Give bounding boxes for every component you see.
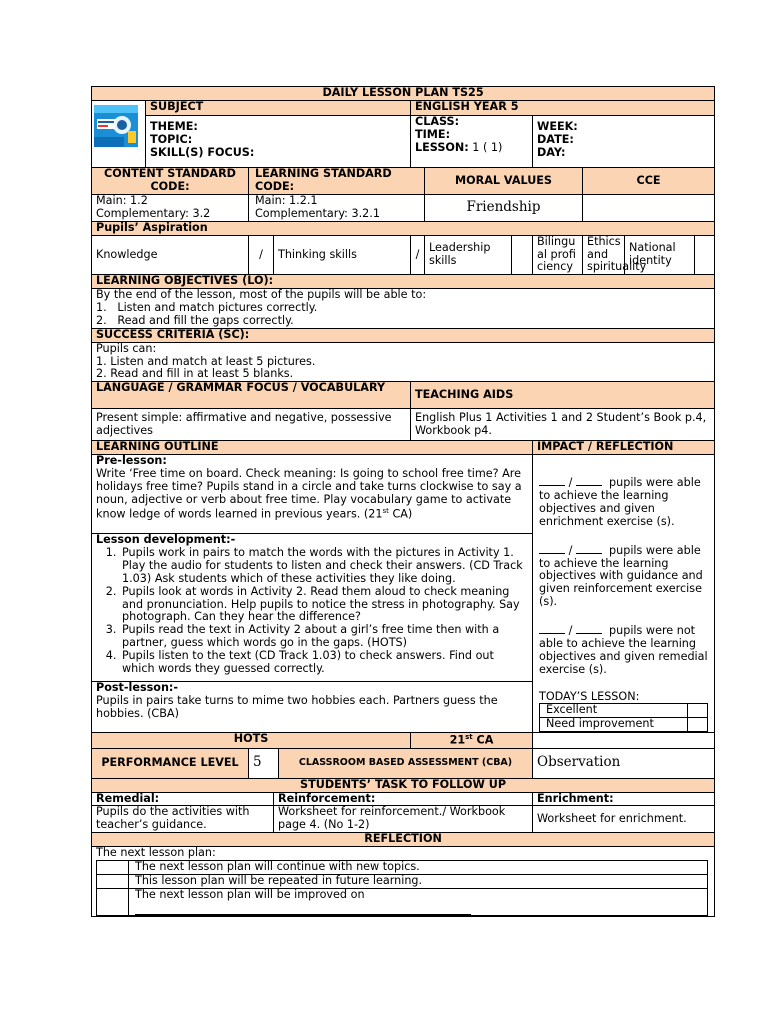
enrichment-value: Worksheet for enrichment. (533, 806, 715, 833)
language-focus-value: Present simple: affirmative and negative, possessive adjectives (92, 409, 411, 441)
day-label: DAY: (537, 145, 566, 159)
impact-reflection-label: IMPACT / REFLECTION (533, 441, 715, 455)
performance-level-label: PERFORMANCE LEVEL (92, 748, 249, 778)
content-main: Main: 1.2 (96, 194, 148, 207)
topic-label: TOPIC: (150, 132, 193, 146)
reflection-checkbox[interactable] (97, 888, 129, 915)
objectives-intro: By the end of the lesson, most of the pupils will be able to: (96, 288, 427, 302)
week-label: WEEK: (537, 120, 578, 133)
objective-item: 1. Listen and match pictures correctly. (96, 301, 318, 314)
cba-value: Observation (533, 748, 715, 778)
improvement-blank-line[interactable] (135, 905, 471, 915)
aspiration-knowledge-mark: / (249, 235, 274, 275)
moral-values-label: MORAL VALUES (425, 168, 583, 195)
content-standard-label: CONTENT STANDARD CODE: (92, 168, 249, 195)
class-time-lesson-cell (411, 116, 533, 168)
reflection-content (92, 847, 715, 916)
success-line: Pupils can: (96, 341, 157, 355)
excellent-option: Excellent (540, 704, 688, 718)
need-improvement-option: Need improvement (540, 718, 688, 732)
need-improvement-box[interactable] (688, 718, 708, 732)
class-label: CLASS: (415, 115, 460, 128)
success-criteria-content (92, 342, 715, 382)
objective-item: 2. Read and fill the gaps correctly. (96, 313, 294, 327)
aspiration-national-identity: National identity (625, 235, 695, 275)
aspiration-label: Pupils’ Aspiration (92, 221, 715, 235)
students-task-label: STUDENTS’ TASK TO FOLLOW UP (92, 778, 715, 792)
aspiration-national-mark (695, 235, 715, 275)
aspiration-ethics-spirituality: Ethics and spirituality (583, 235, 625, 275)
aspiration-thinking-skills: Thinking skills (274, 235, 411, 275)
learning-objectives-label: LEARNING OBJECTIVES (LO): (92, 275, 715, 289)
post-lesson-text: Pupils in pairs take turns to mime two hobbies each. Partners guess the hobbies. (CBA) (96, 694, 498, 720)
english-plus-book-logo-icon (94, 105, 138, 147)
reflection-option: This lesson plan will be repeated in future learning. (129, 875, 708, 889)
remedial-label: Remedial: (92, 792, 274, 806)
reflection-options-table (96, 860, 708, 916)
learning-main: Main: 1.2.1 (255, 194, 318, 207)
learning-complementary: Complementary: 3.2.1 (255, 206, 380, 220)
reflection-checkbox[interactable] (97, 875, 129, 889)
subject-label: SUBJECT (146, 101, 411, 116)
learning-standard-label: LEARNING STANDARD CODE: (249, 168, 425, 195)
success-line: 2. Read and fill in at least 5 blanks. (96, 367, 294, 381)
aspiration-knowledge: Knowledge (92, 235, 249, 275)
reflection-intro: The next lesson plan: (96, 846, 216, 860)
cba-label: CLASSROOM BASED ASSESSMENT (CBA) (279, 748, 533, 778)
lesson-development-list (96, 547, 528, 676)
learning-outline-label: LEARNING OUTLINE (92, 441, 533, 455)
aspiration-bilingual-proficiency: Bilingual proficiency (533, 235, 583, 275)
content-standard-values (92, 195, 249, 222)
teaching-aids-label: TEACHING AIDS (411, 382, 715, 409)
todays-lesson-table (539, 703, 708, 732)
enrichment-label: Enrichment: (533, 792, 715, 806)
pre-lesson-label: Pre-lesson: (96, 454, 167, 468)
reflection-checkbox[interactable] (97, 861, 129, 875)
development-step: 3. Pupils read the text in Activity 2 about a girl’s free time then with a partner, guess which words go in the gaps. (HOTS) (120, 624, 528, 650)
lesson-development-label: Lesson development:- (96, 533, 236, 547)
impact-reflection-content (533, 455, 715, 733)
development-step: 2. Pupils look at words in Activity 2. Read them aloud to check meaning and pronunciation. Help pupils to notice the stress in photography. Say photograph. Can they hear the difference? (120, 586, 528, 625)
learning-standard-values (249, 195, 425, 222)
lesson-label: LESSON: (415, 140, 469, 154)
reflection-option: The next lesson plan will continue with new topics. (129, 861, 708, 875)
impact-item: / pupils were able to achieve the learning objectives with guidance and given reinforcement exercise (s). (539, 543, 703, 609)
ca-label: 21st CA (411, 733, 533, 749)
skill-focus-label: SKILL(S) FOCUS: (150, 145, 255, 159)
subject-value: ENGLISH YEAR 5 (411, 101, 715, 116)
cce-label: CCE (583, 168, 715, 195)
aspiration-leadership-skills: Leadership skills (425, 235, 512, 275)
week-date-day-cell (533, 116, 715, 168)
reinforcement-label: Reinforcement: (274, 792, 533, 806)
learning-outline-content (92, 455, 533, 733)
pre-lesson-text: Write ‘Free time on board. Check meaning: Is going to school free time? Are holidays free time? Pupils stand in a circle and take turns clockwise to say a noun, adjective or verb about free time. Play vocabulary game to activate know ledge of words learned in previous years. (21st CA) (96, 467, 522, 521)
impact-item: / pupils were able to achieve the learning objectives and given enrichment exercise (s). (539, 476, 701, 528)
success-line: 1. Listen and match at least 5 pictures. (96, 354, 316, 368)
cce-value (583, 195, 715, 222)
reinforcement-value: Worksheet for reinforcement./ Workbook page 4. (No 1-2) (274, 806, 533, 833)
performance-level-value: 5 (249, 748, 279, 778)
date-label: DATE: (537, 132, 574, 146)
content-complementary: Complementary: 3.2 (96, 206, 211, 220)
success-criteria-label: SUCCESS CRITERIA (SC): (92, 328, 715, 342)
lesson-value: 1 ( 1) (472, 140, 503, 154)
post-lesson-label: Post-lesson:- (96, 681, 179, 695)
reflection-option-improve: The next lesson plan will be improved on (129, 888, 708, 915)
time-label: TIME: (415, 127, 451, 141)
lesson-plan-table (91, 86, 715, 917)
aspiration-thinking-mark: / (411, 235, 425, 275)
todays-lesson-label: TODAY’S LESSON: (539, 689, 640, 703)
aspiration-leadership-mark (512, 235, 533, 275)
impact-item: / pupils were not able to achieve the learning objectives and given remedial exercise (s). (539, 624, 708, 676)
moral-value: Friendship (425, 195, 583, 222)
development-step: 4. Pupils listen to the text (CD Track 1.03) to check answers. Find out which words they guessed correctly. (120, 650, 528, 676)
development-step: 1. Pupils work in pairs to match the words with the pictures in Activity 1. Play the audio for students to listen and check their answers. (CD Track 1.03) Ask students which of these activities they like doing. (120, 547, 528, 586)
language-focus-label: LANGUAGE / GRAMMAR FOCUS / VOCABULARY (92, 382, 411, 409)
excellent-box[interactable] (688, 704, 708, 718)
theme-topic-skill-cell (146, 116, 411, 168)
hots-ca-value (533, 733, 715, 749)
learning-objectives-content (92, 289, 715, 329)
lesson-plan-document (91, 86, 708, 917)
theme-label: THEME: (150, 120, 198, 133)
reflection-label: REFLECTION (92, 833, 715, 847)
logo-cell (92, 101, 146, 168)
hots-label: HOTS (92, 733, 411, 749)
remedial-value: Pupils do the activities with teacher’s guidance. (92, 806, 274, 833)
teaching-aids-value: English Plus 1 Activities 1 and 2 Student’s Book p.4, Workbook p4. (411, 409, 715, 441)
document-title: DAILY LESSON PLAN TS25 (92, 87, 715, 101)
